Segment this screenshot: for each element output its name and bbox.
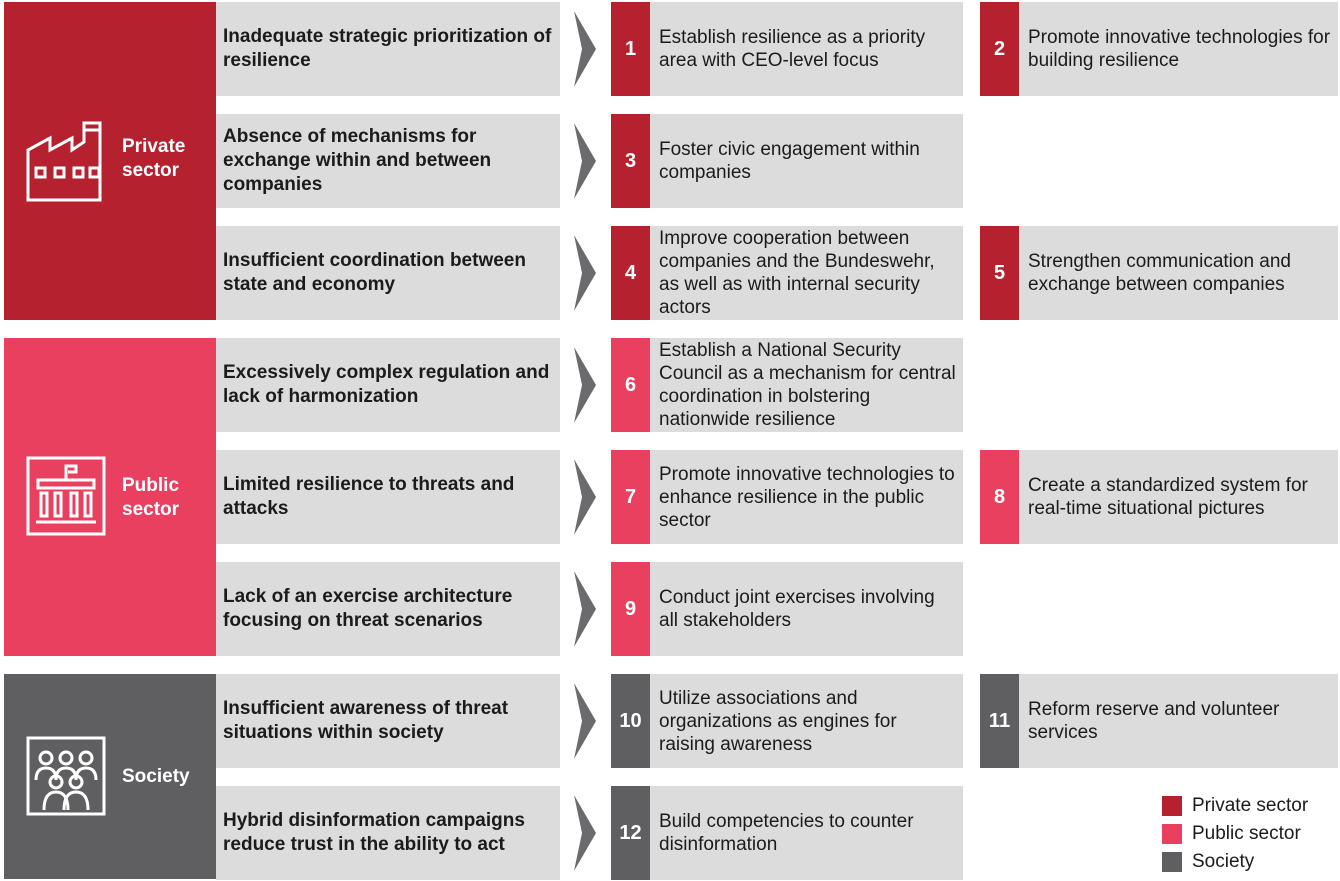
legend-item-society: [1162, 851, 1254, 873]
measure-text: Promote innovative technologies to enhance resilience in the public sector: [659, 463, 955, 531]
sector-society: [4, 674, 216, 879]
legend-swatch: [1162, 824, 1182, 844]
measure-text: Create a standardized system for real-time situational pictures: [1028, 475, 1308, 519]
measure-text: Conduct joint exercises involving all stakeholders: [659, 587, 935, 631]
challenge-box: Lack of an exercise architecture focusing on threat scenarios: [216, 562, 560, 656]
measure-4: [611, 226, 963, 320]
challenge-box: Hybrid disinformation campaigns reduce trust in the ability to act: [216, 786, 560, 880]
measure-6: [611, 338, 963, 432]
measure-9: [611, 562, 963, 656]
measure-5: [980, 226, 1338, 320]
legend-swatch: [1162, 796, 1182, 816]
challenge-box: Absence of mechanisms for exchange within and between companies: [216, 114, 560, 208]
government-building-icon: [26, 456, 106, 536]
measure-number: 6: [611, 338, 650, 432]
chevron-right-icon: [570, 571, 600, 647]
sector-label-public: Public sector: [122, 475, 180, 520]
challenge-box: Insufficient coordination between state and economy: [216, 226, 560, 320]
measure-number: 9: [611, 562, 650, 656]
chevron-right-icon: [570, 795, 600, 871]
measure-number: 11: [980, 674, 1019, 768]
chevron-right-icon: [570, 347, 600, 423]
legend-swatch: [1162, 852, 1182, 872]
measure-7: [611, 450, 963, 544]
measure-number: 2: [980, 2, 1019, 96]
measure-8: [980, 450, 1338, 544]
measure-text: Utilize associations and organizations as engines for raising awareness: [659, 687, 897, 755]
measure-text: Improve cooperation between companies and the Bundeswehr, as well as with internal security actors: [659, 228, 935, 318]
measure-12: [611, 786, 963, 880]
chevron-right-icon: [570, 123, 600, 199]
measure-number: 5: [980, 226, 1019, 320]
chevron-right-icon: [570, 683, 600, 759]
sector-private: [4, 2, 216, 320]
measure-2: [980, 2, 1338, 96]
challenge-box: Insufficient awareness of threat situations within society: [216, 674, 560, 768]
measure-text: Foster civic engagement within companies: [659, 139, 920, 183]
legend-label: Public sector: [1192, 823, 1301, 844]
measure-1: [611, 2, 963, 96]
measure-number: 7: [611, 450, 650, 544]
legend-label: Society: [1192, 851, 1255, 872]
chevron-right-icon: [570, 11, 600, 87]
measure-number: 8: [980, 450, 1019, 544]
challenge-box: Excessively complex regulation and lack of harmonization: [216, 338, 560, 432]
measure-10: [611, 674, 963, 768]
people-group-icon: [26, 736, 106, 816]
measure-11: [980, 674, 1338, 768]
measure-text: Strengthen communication and exchange between companies: [1028, 251, 1291, 295]
measure-text: Establish resilience as a priority area with CEO-level focus: [659, 27, 926, 71]
measure-number: 3: [611, 114, 650, 208]
legend-label: Private sector: [1192, 795, 1309, 816]
sector-label-private: Private sector: [122, 136, 186, 181]
measure-number: 4: [611, 226, 650, 320]
sector-public: [4, 338, 216, 656]
factory-icon: [26, 120, 110, 204]
measure-3: [611, 114, 963, 208]
measure-number: 12: [611, 786, 650, 880]
measure-number: 1: [611, 2, 650, 96]
measure-text: Reform reserve and volunteer services: [1028, 699, 1280, 743]
legend-item-private: [1162, 795, 1308, 817]
measure-text: Establish a National Security Council as a mechanism for central coordination in bolstering nationwide resilience: [659, 340, 956, 430]
sector-label-society: Society: [122, 766, 190, 787]
measure-text: Build competencies to counter disinformation: [659, 811, 914, 855]
measure-number: 10: [611, 674, 650, 768]
challenge-box: Inadequate strategic prioritization of resilience: [216, 2, 560, 96]
legend-item-public: [1162, 823, 1301, 845]
challenge-box: Limited resilience to threats and attacks: [216, 450, 560, 544]
chevron-right-icon: [570, 235, 600, 311]
measure-text: Promote innovative technologies for building resilience: [1028, 27, 1331, 71]
chevron-right-icon: [570, 459, 600, 535]
